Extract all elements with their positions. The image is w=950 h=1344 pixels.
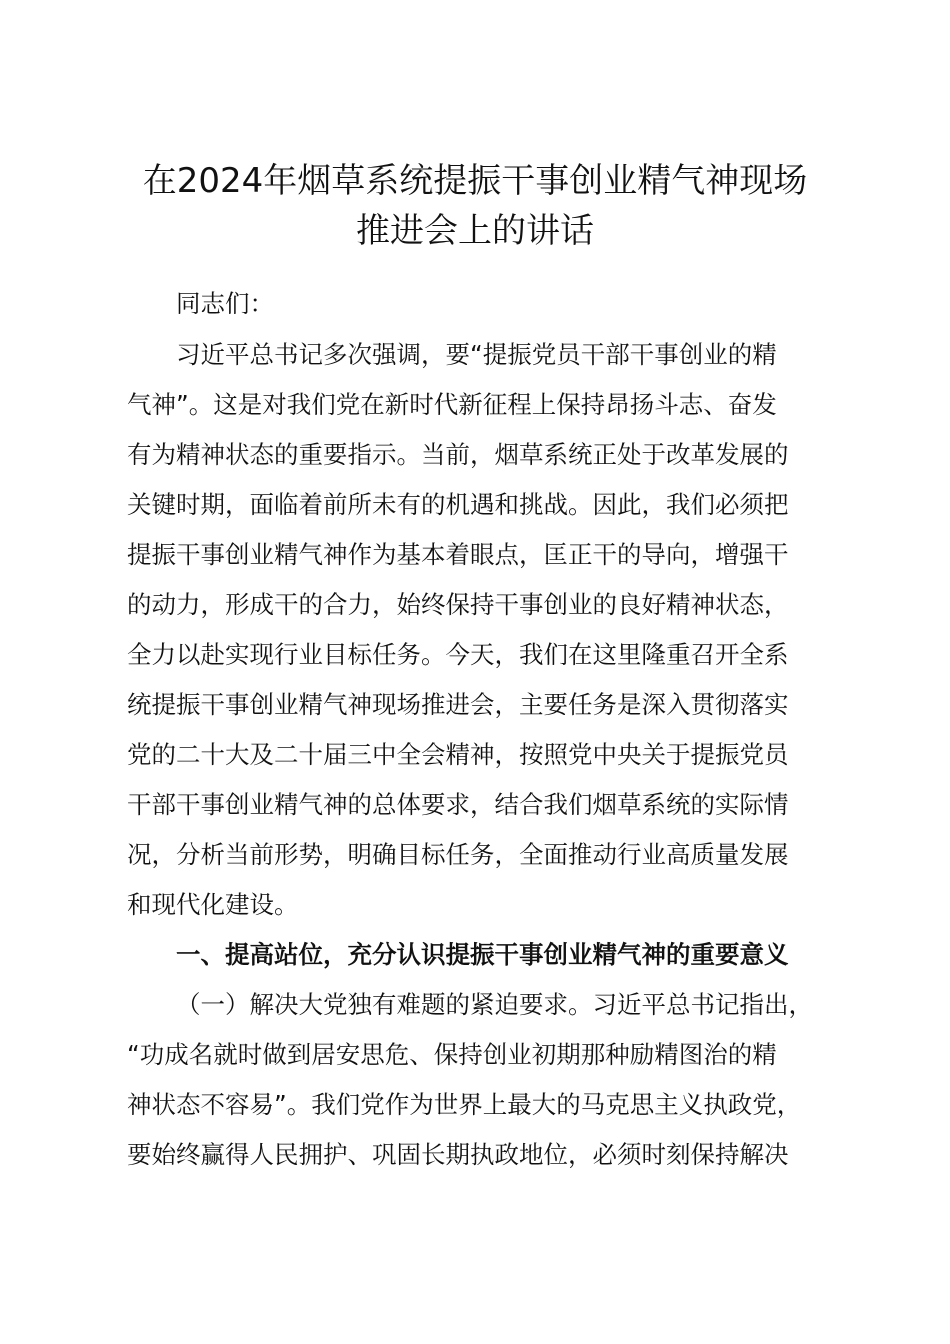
- paragraph-1-line: 干部干事创业精气神的总体要求，结合我们烟草系统的实际情: [127, 790, 789, 819]
- paragraph-1-line: 气神”。这是对我们党在新时代新征程上保持昂扬斗志、奋发: [127, 390, 777, 419]
- document-title-line-1: 在2024年烟草系统提振干事创业精气神现场: [142, 161, 808, 201]
- paragraph-1-line: 和现代化建设。: [127, 890, 299, 919]
- paragraph-1-line: 党的二十大及二十届三中全会精神，按照党中央关于提振党员: [127, 740, 789, 769]
- paragraph-2-line: “功成名就时做到居安思危、保持创业初期那种励精图治的精: [127, 1040, 777, 1069]
- paragraph-1-line: 的动力，形成干的合力，始终保持干事创业的良好精神状态，: [127, 590, 789, 619]
- paragraph-1-line: 统提振干事创业精气神现场推进会，主要任务是深入贯彻落实: [127, 690, 789, 719]
- paragraph-1-line: 有为精神状态的重要指示。当前，烟草系统正处于改革发展的: [127, 440, 789, 469]
- paragraph-2-line: 要始终赢得人民拥护、巩固长期执政地位，必须时刻保持解决: [127, 1140, 789, 1169]
- paragraph-2-line: 神状态不容易”。我们党作为世界上最大的马克思主义执政党，: [127, 1090, 802, 1119]
- paragraph-1-line: 况，分析当前形势，明确目标任务，全面推动行业高质量发展: [127, 840, 789, 869]
- paragraph-1-line: 关键时期，面临着前所未有的机遇和挑战。因此，我们必须把: [127, 490, 789, 519]
- salutation: 同志们：: [176, 289, 274, 318]
- paragraph-1-line: 习近平总书记多次强调，要“提振党员干部干事创业的精: [176, 340, 777, 369]
- section-heading: 一、提高站位，充分认识提振干事创业精气神的重要意义: [176, 940, 789, 969]
- document-title-line-2: 推进会上的讲话: [356, 211, 594, 251]
- paragraph-1-line: 全力以赴实现行业目标任务。今天，我们在这里隆重召开全系: [127, 640, 789, 669]
- paragraph-1-line: 提振干事创业精气神作为基本着眼点，匡正干的导向，增强干: [127, 540, 789, 569]
- paragraph-2-line: （一）解决大党独有难题的紧迫要求。习近平总书记指出，: [176, 990, 813, 1019]
